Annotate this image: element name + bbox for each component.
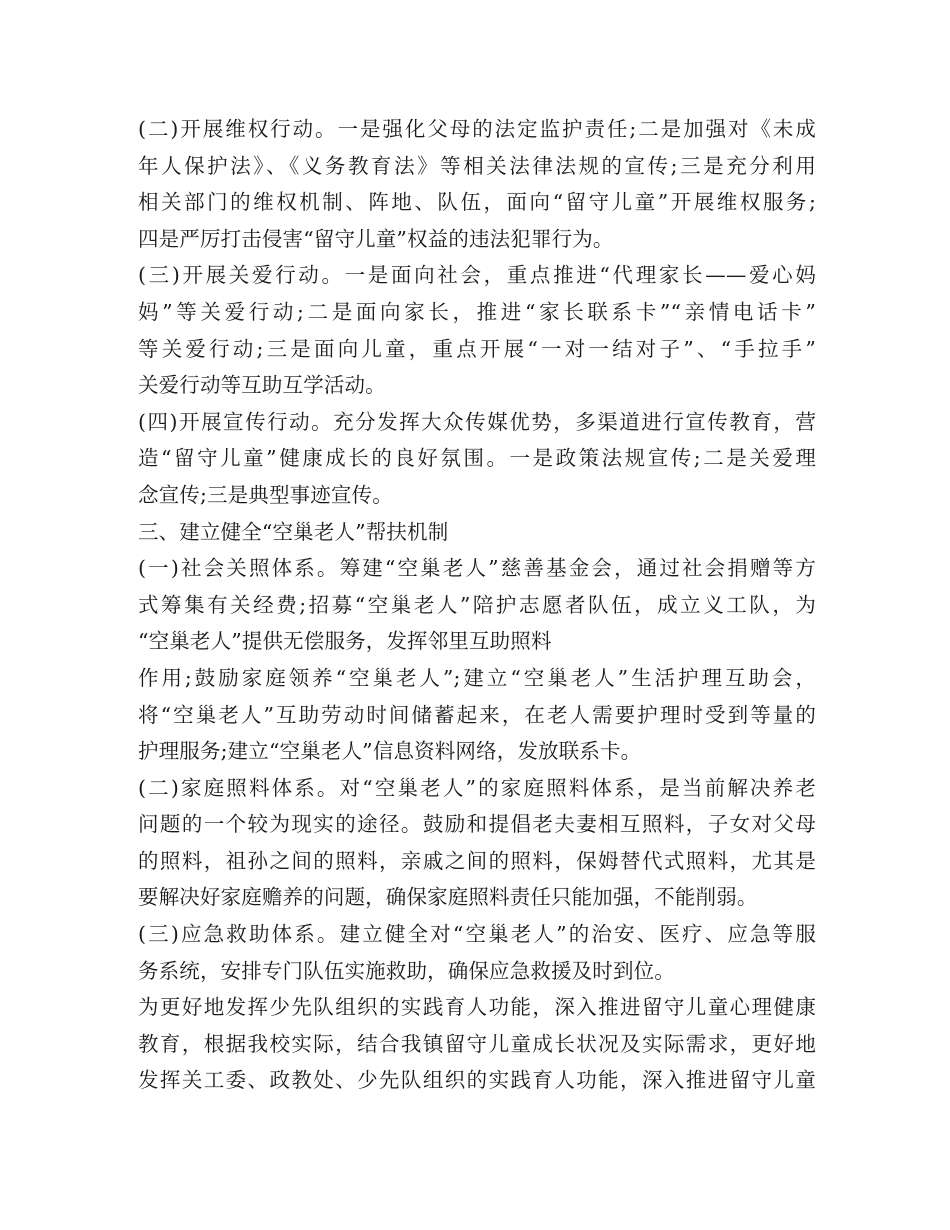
text-line: 四是严厉打击侵害“留守儿童”权益的违法犯罪行为。 xyxy=(138,226,614,251)
text-line: 护理服务;建立“空巢老人”信息资料网络，发放联系卡。 xyxy=(138,739,642,764)
text-line: 三、建立健全“空巢老人”帮扶机制 xyxy=(138,519,449,544)
text-line: 关爱行动等互助互学活动。 xyxy=(138,373,386,398)
text-line: 作用;鼓励家庭领养“空巢老人”;建立“空巢老人”生活护理互助会， xyxy=(138,665,816,690)
text-line: 务系统，安排专门队伍实施救助，确保应急救援及时到位。 xyxy=(138,958,675,983)
text-line: 造“留守儿童”健康成长的良好氛围。一是政策法规宣传;二是关爱理 xyxy=(138,446,816,471)
text-line: 发挥关工委、政教处、少先队组织的实践育人功能，深入推进留守儿童 xyxy=(138,1068,816,1093)
document-body xyxy=(138,111,816,1099)
text-line: 念宣传;三是典型事迹宣传。 xyxy=(138,482,393,507)
text-line: 问题的一个较为现实的途径。鼓励和提倡老夫妻相互照料，子女对父母 xyxy=(138,812,816,837)
text-line: (一)社会关照体系。筹建“空巢老人”慈善基金会，通过社会捐赠等方 xyxy=(138,556,816,581)
text-line: (三)开展关爱行动。一是面向社会，重点推进“代理家长——爱心妈 xyxy=(138,263,816,288)
text-line: 式筹集有关经费;招募“空巢老人”陪护志愿者队伍，成立义工队，为 xyxy=(138,592,816,617)
text-line: “空巢老人”提供无偿服务，发挥邻里互助照料 xyxy=(138,629,552,654)
text-line: 等关爱行动;三是面向儿童，重点开展“一对一结对子”、“手拉手” xyxy=(138,336,816,361)
text-line: 教育，根据我校实际，结合我镇留守儿童成长状况及实际需求，更好地 xyxy=(138,1031,816,1056)
text-line: 年人保护法》、《义务教育法》等相关法律法规的宣传;三是充分利用 xyxy=(138,153,816,178)
text-line: 妈”等关爱行动;二是面向家长，推进“家长联系卡”“亲情电话卡” xyxy=(138,299,816,324)
text-line: 相关部门的维权机制、阵地、队伍，面向“留守儿童”开展维权服务; xyxy=(138,190,816,215)
text-line: 将“空巢老人”互助劳动时间储蓄起来，在老人需要护理时受到等量的 xyxy=(138,702,816,727)
text-line: (三)应急救助体系。建立健全对“空巢老人”的治安、医疗、应急等服 xyxy=(138,922,816,947)
text-line: 要解决好家庭赡养的问题，确保家庭照料责任只能加强，不能削弱。 xyxy=(138,885,758,910)
text-line: 的照料，祖孙之间的照料，亲戚之间的照料，保姆替代式照料，尤其是 xyxy=(138,848,816,873)
text-line: (二)开展维权行动。一是强化父母的法定监护责任;二是加强对《未成 xyxy=(138,117,816,141)
text-line: 为更好地发挥少先队组织的实践育人功能，深入推进留守儿童心理健康 xyxy=(138,995,816,1020)
text-line: (二)家庭照料体系。对“空巢老人”的家庭照料体系，是当前解决养老 xyxy=(138,775,816,800)
text-line: (四)开展宣传行动。充分发挥大众传媒优势，多渠道进行宣传教育，营 xyxy=(138,409,816,434)
